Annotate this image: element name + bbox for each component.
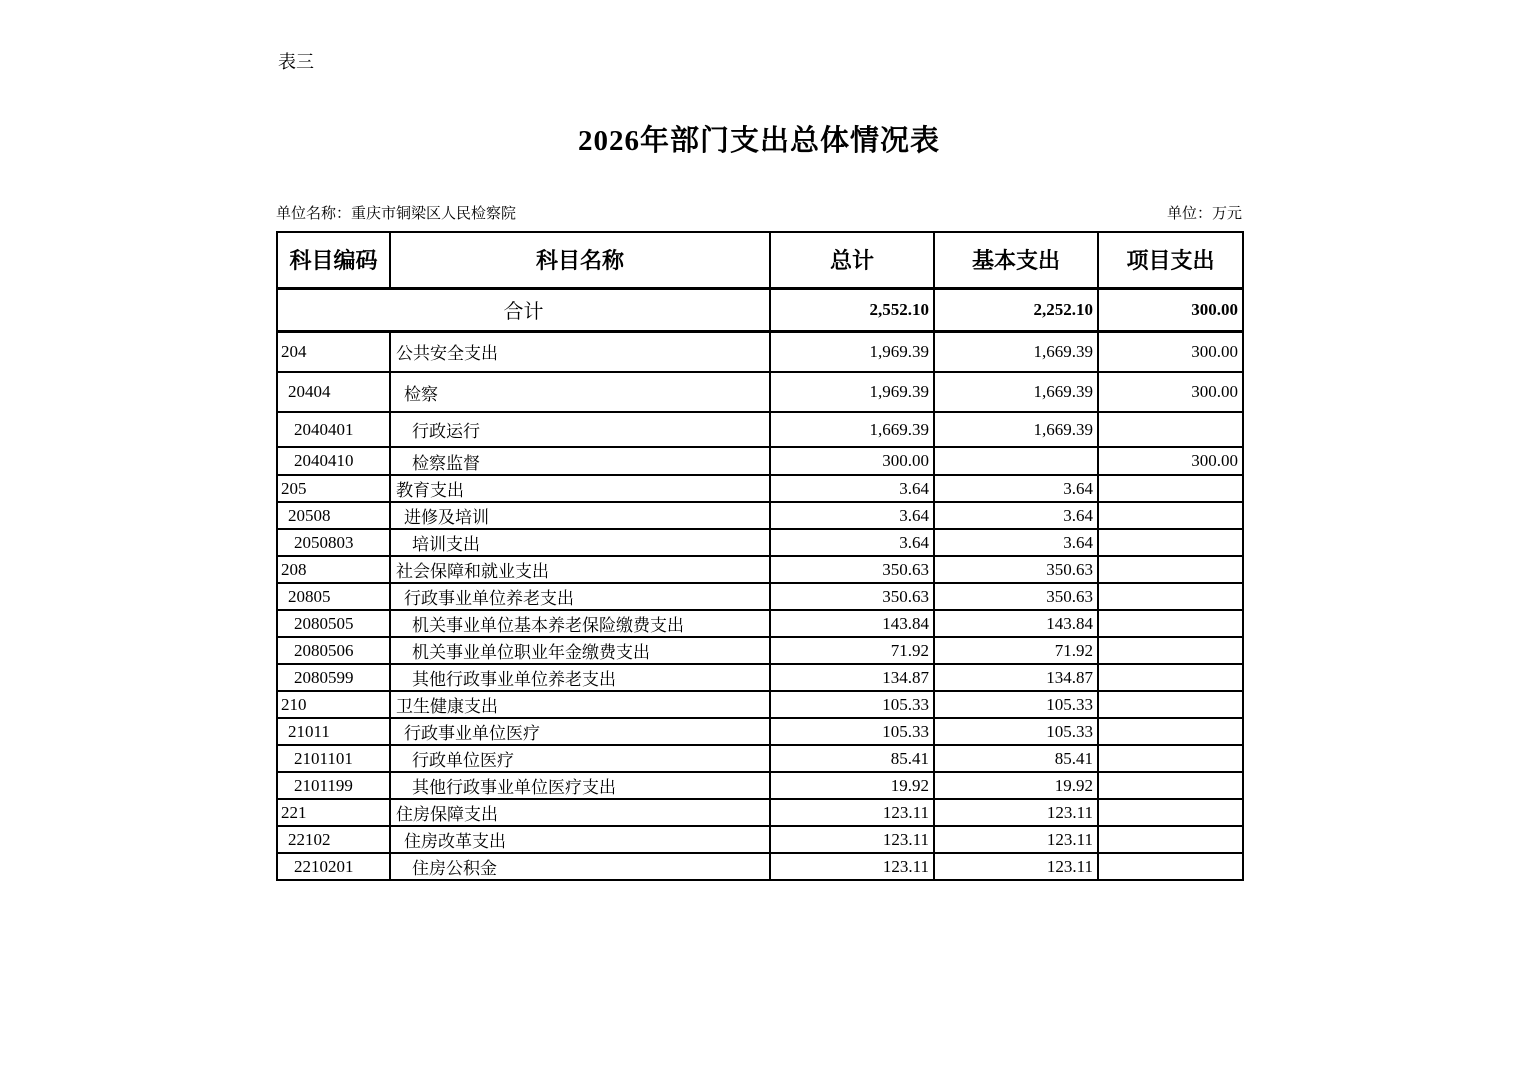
table-row: [277, 475, 1243, 502]
subject-code-cell: 205: [277, 475, 390, 502]
page-title: 2026年部门支出总体情况表: [577, 125, 940, 157]
subject-code-cell: 20404: [277, 372, 390, 412]
subject-name-cell: 培训支出: [390, 529, 770, 556]
subject-name-cell: 住房保障支出: [390, 799, 770, 826]
total-amount-cell: 1,969.39: [770, 372, 934, 412]
basic-amount-cell: [934, 447, 1098, 475]
header-total: 总计: [770, 232, 934, 288]
basic-amount-cell: 105.33: [934, 718, 1098, 745]
project-amount-cell: [1098, 718, 1243, 745]
subject-code-cell: 20508: [277, 502, 390, 529]
project-amount-cell: 300.00: [1098, 447, 1243, 475]
subject-name-cell: 住房公积金: [390, 853, 770, 880]
project-amount-cell: [1098, 853, 1243, 880]
table-row: [277, 331, 1243, 372]
subject-code-cell: 2101199: [277, 772, 390, 799]
subject-name-cell: 其他行政事业单位养老支出: [390, 664, 770, 691]
basic-amount-cell: 350.63: [934, 556, 1098, 583]
subject-name-cell: 行政事业单位养老支出: [390, 583, 770, 610]
table-row: [277, 502, 1243, 529]
subject-name-cell: 进修及培训: [390, 502, 770, 529]
basic-amount-cell: 1,669.39: [934, 412, 1098, 447]
project-amount-cell: 300.00: [1098, 372, 1243, 412]
total-amount-cell: 350.63: [770, 556, 934, 583]
expenditure-table: [276, 231, 1244, 881]
unit-of-measure-label: 单位：万元: [1166, 206, 1242, 222]
subject-code-cell: 204: [277, 331, 390, 372]
subject-name-cell: 检察监督: [390, 447, 770, 475]
table-body: [277, 331, 1243, 880]
basic-amount-cell: 3.64: [934, 502, 1098, 529]
project-amount-cell: [1098, 745, 1243, 772]
table-row: [277, 826, 1243, 853]
unit-name-label: 单位名称：重庆市铜梁区人民检察院: [276, 206, 517, 222]
header-row: [277, 232, 1243, 288]
table-row: [277, 637, 1243, 664]
total-amount-cell: 123.11: [770, 826, 934, 853]
total-amount-cell: 19.92: [770, 772, 934, 799]
header-basic-expenditure: 基本支出: [934, 232, 1098, 288]
total-label-cell: 合计: [277, 288, 770, 331]
subject-name-cell: 住房改革支出: [390, 826, 770, 853]
project-amount-cell: [1098, 691, 1243, 718]
basic-amount-cell: 143.84: [934, 610, 1098, 637]
total-amount-cell: 1,969.39: [770, 331, 934, 372]
subject-code-cell: 2101101: [277, 745, 390, 772]
subject-name-cell: 教育支出: [390, 475, 770, 502]
table-row: [277, 610, 1243, 637]
project-amount-cell: 300.00: [1098, 331, 1243, 372]
total-amount-cell: 1,669.39: [770, 412, 934, 447]
total-amount-cell: 143.84: [770, 610, 934, 637]
subject-code-cell: 221: [277, 799, 390, 826]
basic-amount-cell: 134.87: [934, 664, 1098, 691]
subject-name-cell: 行政单位医疗: [390, 745, 770, 772]
table-row: [277, 799, 1243, 826]
basic-amount-cell: 123.11: [934, 853, 1098, 880]
total-amount-cell: 3.64: [770, 475, 934, 502]
subject-code-cell: 2210201: [277, 853, 390, 880]
header-project-expenditure: 项目支出: [1098, 232, 1243, 288]
total-amount-cell: 3.64: [770, 502, 934, 529]
total-amount-cell: 300.00: [770, 447, 934, 475]
project-amount-cell: [1098, 799, 1243, 826]
total-basic-cell: 2,252.10: [934, 288, 1098, 331]
total-amount-cell: 71.92: [770, 637, 934, 664]
table-row: [277, 556, 1243, 583]
subject-name-cell: 行政事业单位医疗: [390, 718, 770, 745]
table-row: [277, 447, 1243, 475]
table-row: [277, 745, 1243, 772]
total-project-cell: 300.00: [1098, 288, 1243, 331]
subject-name-cell: 公共安全支出: [390, 331, 770, 372]
table-row: [277, 772, 1243, 799]
subject-name-cell: 其他行政事业单位医疗支出: [390, 772, 770, 799]
subject-code-cell: 2080599: [277, 664, 390, 691]
header-subject-code: 科目编码: [277, 232, 390, 288]
total-amount-cell: 85.41: [770, 745, 934, 772]
total-amount-cell: 105.33: [770, 718, 934, 745]
total-amount-cell: 123.11: [770, 799, 934, 826]
project-amount-cell: [1098, 610, 1243, 637]
basic-amount-cell: 3.64: [934, 475, 1098, 502]
subject-code-cell: 2040410: [277, 447, 390, 475]
header-subject-name: 科目名称: [390, 232, 770, 288]
table-tag: 表三: [278, 52, 314, 72]
basic-amount-cell: 85.41: [934, 745, 1098, 772]
subject-name-cell: 检察: [390, 372, 770, 412]
subject-code-cell: 208: [277, 556, 390, 583]
total-sum-cell: 2,552.10: [770, 288, 934, 331]
total-amount-cell: 350.63: [770, 583, 934, 610]
subject-code-cell: 21011: [277, 718, 390, 745]
project-amount-cell: [1098, 772, 1243, 799]
table-row: [277, 412, 1243, 447]
total-amount-cell: 105.33: [770, 691, 934, 718]
basic-amount-cell: 105.33: [934, 691, 1098, 718]
basic-amount-cell: 123.11: [934, 799, 1098, 826]
subject-code-cell: 210: [277, 691, 390, 718]
table-row: [277, 664, 1243, 691]
basic-amount-cell: 350.63: [934, 583, 1098, 610]
subject-name-cell: 机关事业单位职业年金缴费支出: [390, 637, 770, 664]
basic-amount-cell: 19.92: [934, 772, 1098, 799]
project-amount-cell: [1098, 529, 1243, 556]
basic-amount-cell: 3.64: [934, 529, 1098, 556]
project-amount-cell: [1098, 412, 1243, 447]
table-row: [277, 583, 1243, 610]
subject-code-cell: 2050803: [277, 529, 390, 556]
basic-amount-cell: 1,669.39: [934, 372, 1098, 412]
subject-name-cell: 社会保障和就业支出: [390, 556, 770, 583]
project-amount-cell: [1098, 475, 1243, 502]
subject-name-cell: 机关事业单位基本养老保险缴费支出: [390, 610, 770, 637]
project-amount-cell: [1098, 502, 1243, 529]
subject-code-cell: 2080506: [277, 637, 390, 664]
basic-amount-cell: 123.11: [934, 826, 1098, 853]
project-amount-cell: [1098, 556, 1243, 583]
total-amount-cell: 134.87: [770, 664, 934, 691]
subject-code-cell: 20805: [277, 583, 390, 610]
project-amount-cell: [1098, 583, 1243, 610]
total-amount-cell: 3.64: [770, 529, 934, 556]
total-row: [277, 288, 1243, 331]
subject-code-cell: 2040401: [277, 412, 390, 447]
meta-row: [276, 202, 1242, 223]
project-amount-cell: [1098, 664, 1243, 691]
subject-name-cell: 行政运行: [390, 412, 770, 447]
subject-name-cell: 卫生健康支出: [390, 691, 770, 718]
table-row: [277, 372, 1243, 412]
subject-code-cell: 2080505: [277, 610, 390, 637]
basic-amount-cell: 1,669.39: [934, 331, 1098, 372]
total-amount-cell: 123.11: [770, 853, 934, 880]
project-amount-cell: [1098, 637, 1243, 664]
table-row: [277, 853, 1243, 880]
table-row: [277, 718, 1243, 745]
table-row: [277, 691, 1243, 718]
basic-amount-cell: 71.92: [934, 637, 1098, 664]
subject-code-cell: 22102: [277, 826, 390, 853]
project-amount-cell: [1098, 826, 1243, 853]
table-row: [277, 529, 1243, 556]
